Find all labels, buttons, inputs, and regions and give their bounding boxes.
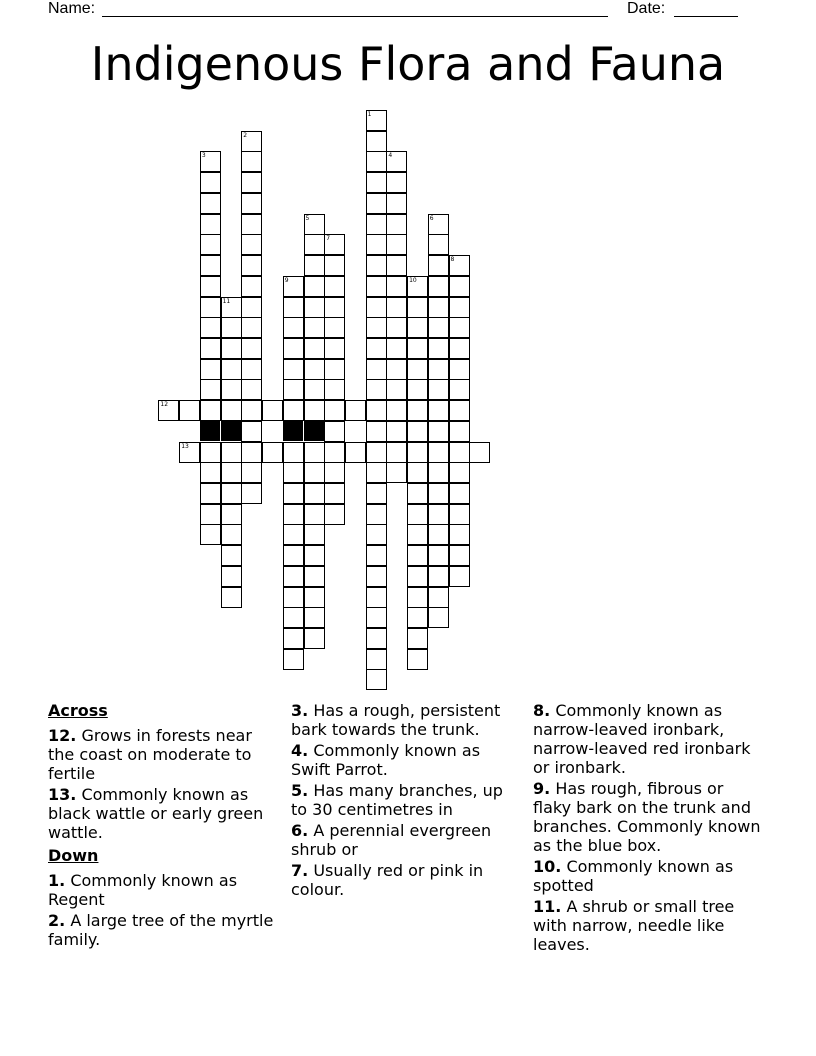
grid-cell[interactable] xyxy=(304,255,325,276)
grid-cell[interactable] xyxy=(428,276,449,297)
grid-cell[interactable] xyxy=(366,317,387,338)
grid-cell[interactable] xyxy=(200,504,221,525)
grid-cell[interactable] xyxy=(241,172,262,193)
grid-cell[interactable] xyxy=(449,483,470,504)
grid-cell[interactable] xyxy=(304,504,325,525)
grid-cell[interactable] xyxy=(407,545,428,566)
grid-cell[interactable] xyxy=(200,214,221,235)
grid-cell[interactable] xyxy=(241,483,262,504)
clue-number-label: 1 xyxy=(367,111,372,118)
clue-number: 3. xyxy=(291,701,309,720)
grid-cell[interactable] xyxy=(200,172,221,193)
grid-cell[interactable] xyxy=(200,338,221,359)
grid-cell[interactable] xyxy=(304,566,325,587)
grid-cell[interactable] xyxy=(366,193,387,214)
grid-cell[interactable] xyxy=(407,628,428,649)
clue-number: 1. xyxy=(48,871,66,890)
grid-cell[interactable] xyxy=(407,524,428,545)
clue-number: 10. xyxy=(533,857,562,876)
grid-cell[interactable] xyxy=(407,317,428,338)
grid-cell[interactable] xyxy=(324,379,345,400)
grid-cell[interactable] xyxy=(200,483,221,504)
clue-down-9 xyxy=(533,779,765,855)
clues-column-1 xyxy=(48,701,280,951)
down-heading: Down xyxy=(48,846,99,865)
grid-cell[interactable] xyxy=(221,317,242,338)
clue-down-3 xyxy=(291,701,523,739)
clue-number-label: 5 xyxy=(305,214,310,222)
grid-cell[interactable] xyxy=(428,545,449,566)
grid-cell[interactable] xyxy=(324,276,345,297)
grid-cell[interactable] xyxy=(200,359,221,380)
grid-cell[interactable] xyxy=(241,338,262,359)
date-label: Date: xyxy=(627,0,666,17)
grid-cell[interactable] xyxy=(449,442,470,463)
grid-cell[interactable] xyxy=(221,587,242,608)
grid-cell[interactable] xyxy=(449,421,470,442)
grid-cell[interactable] xyxy=(366,234,387,255)
clue-text: Has rough, fibrous or flaky bark on the trunk and branches. Commonly known as the blue box. xyxy=(533,779,761,855)
grid-cell[interactable] xyxy=(283,607,304,628)
grid-cell[interactable] xyxy=(428,214,449,235)
black-square xyxy=(304,421,324,441)
grid-cell[interactable] xyxy=(200,151,221,172)
grid-cell[interactable] xyxy=(428,379,449,400)
grid-cell[interactable] xyxy=(221,524,242,545)
grid-cell[interactable] xyxy=(449,317,470,338)
grid-cell[interactable] xyxy=(283,649,304,670)
grid-cell[interactable] xyxy=(366,649,387,670)
grid-cell[interactable] xyxy=(241,442,262,463)
grid-cell[interactable] xyxy=(449,524,470,545)
clue-number: 5. xyxy=(291,781,309,800)
grid-cell[interactable] xyxy=(366,504,387,525)
clue-number-label: 3 xyxy=(201,152,206,160)
grid-cell[interactable] xyxy=(304,400,325,421)
grid-cell[interactable] xyxy=(304,545,325,566)
grid-cell[interactable] xyxy=(366,338,387,359)
grid-cell[interactable] xyxy=(449,379,470,400)
grid-cell[interactable] xyxy=(304,338,325,359)
clue-number: 11. xyxy=(533,897,562,916)
grid-cell[interactable] xyxy=(221,483,242,504)
grid-cell[interactable] xyxy=(386,379,407,400)
grid-cell[interactable] xyxy=(304,297,325,318)
clue-number-label: 11 xyxy=(222,297,231,305)
grid-cell[interactable] xyxy=(345,442,366,463)
grid-cell[interactable] xyxy=(283,442,304,463)
grid-cell[interactable] xyxy=(241,359,262,380)
clue-number: 2. xyxy=(48,911,66,930)
across-heading: Across xyxy=(48,701,108,720)
clue-down-11 xyxy=(533,897,765,954)
grid-cell[interactable] xyxy=(386,193,407,214)
clues-column-3 xyxy=(533,701,765,956)
grid-cell[interactable] xyxy=(283,379,304,400)
grid-cell[interactable] xyxy=(449,400,470,421)
grid-cell[interactable] xyxy=(366,545,387,566)
grid-cell[interactable] xyxy=(449,359,470,380)
grid-cell[interactable] xyxy=(221,566,242,587)
black-square xyxy=(200,421,220,441)
clue-text: Usually red or pink in colour. xyxy=(291,861,484,899)
grid-cell[interactable] xyxy=(428,338,449,359)
grid-cell[interactable] xyxy=(407,587,428,608)
clue-text: Commonly known as Swift Parrot. xyxy=(291,741,481,779)
grid-cell[interactable] xyxy=(449,338,470,359)
grid-cell[interactable] xyxy=(304,317,325,338)
grid-cell[interactable] xyxy=(386,234,407,255)
grid-cell[interactable] xyxy=(241,421,262,442)
black-square xyxy=(221,421,241,441)
grid-cell[interactable] xyxy=(386,276,407,297)
grid-cell[interactable] xyxy=(324,255,345,276)
grid-cell[interactable] xyxy=(407,379,428,400)
grid-cell[interactable] xyxy=(324,338,345,359)
grid-cell[interactable] xyxy=(428,504,449,525)
grid-cell[interactable] xyxy=(428,524,449,545)
clue-number: 4. xyxy=(291,741,309,760)
clue-number: 7. xyxy=(291,861,309,880)
grid-cell[interactable] xyxy=(386,151,407,172)
clue-number: 8. xyxy=(533,701,551,720)
grid-cell[interactable] xyxy=(407,297,428,318)
grid-cell[interactable] xyxy=(449,462,470,483)
grid-cell[interactable] xyxy=(366,607,387,628)
grid-cell[interactable] xyxy=(366,462,387,483)
grid-cell[interactable] xyxy=(449,276,470,297)
grid-cell[interactable] xyxy=(221,400,242,421)
grid-cell[interactable] xyxy=(179,442,200,463)
grid-cell[interactable] xyxy=(262,400,283,421)
grid-cell[interactable] xyxy=(407,483,428,504)
grid-cell[interactable] xyxy=(386,400,407,421)
grid-cell[interactable] xyxy=(449,255,470,276)
grid-cell[interactable] xyxy=(324,234,345,255)
grid-cell[interactable] xyxy=(200,234,221,255)
grid-cell[interactable] xyxy=(221,359,242,380)
grid-cell[interactable] xyxy=(283,587,304,608)
grid-cell[interactable] xyxy=(386,338,407,359)
grid-cell[interactable] xyxy=(241,276,262,297)
grid-cell[interactable] xyxy=(366,587,387,608)
grid-cell[interactable] xyxy=(366,359,387,380)
clue-text: Has many branches, up to 30 centimetres in xyxy=(291,781,503,819)
grid-cell[interactable] xyxy=(200,524,221,545)
clue-number: 6. xyxy=(291,821,309,840)
grid-cell[interactable] xyxy=(241,462,262,483)
grid-cell[interactable] xyxy=(407,338,428,359)
grid-cell[interactable] xyxy=(407,421,428,442)
grid-cell[interactable] xyxy=(200,379,221,400)
grid-cell[interactable] xyxy=(407,462,428,483)
black-square xyxy=(283,421,303,441)
clues-column-2 xyxy=(291,701,523,901)
grid-cell[interactable] xyxy=(304,276,325,297)
grid-cell[interactable] xyxy=(366,151,387,172)
grid-cell[interactable] xyxy=(366,110,387,131)
grid-cell[interactable] xyxy=(324,483,345,504)
grid-cell[interactable] xyxy=(304,442,325,463)
grid-cell[interactable] xyxy=(283,462,304,483)
clue-text: Grows in forests near the coast on moderate to fertile xyxy=(48,726,252,783)
grid-cell[interactable] xyxy=(366,297,387,318)
clue-number-label: 4 xyxy=(388,152,393,160)
grid-cell[interactable] xyxy=(386,421,407,442)
clue-number: 9. xyxy=(533,779,551,798)
clue-down-8 xyxy=(533,701,765,777)
grid-cell[interactable] xyxy=(200,255,221,276)
clue-number-label: 12 xyxy=(160,401,169,409)
grid-cell[interactable] xyxy=(366,421,387,442)
grid-cell[interactable] xyxy=(304,379,325,400)
grid-cell[interactable] xyxy=(324,359,345,380)
grid-cell[interactable] xyxy=(283,359,304,380)
grid-cell[interactable] xyxy=(324,504,345,525)
grid-cell[interactable] xyxy=(449,545,470,566)
grid-cell[interactable] xyxy=(200,462,221,483)
clue-down-1 xyxy=(48,871,280,909)
clue-text: A perennial evergreen shrub or xyxy=(291,821,492,859)
grid-cell[interactable] xyxy=(304,359,325,380)
grid-cell[interactable] xyxy=(200,317,221,338)
grid-cell[interactable] xyxy=(407,504,428,525)
grid-cell[interactable] xyxy=(241,297,262,318)
clue-down-6 xyxy=(291,821,523,859)
grid-cell[interactable] xyxy=(366,524,387,545)
grid-cell[interactable] xyxy=(221,442,242,463)
grid-cell[interactable] xyxy=(366,400,387,421)
clue-text: Commonly known as Regent xyxy=(48,871,238,909)
grid-cell[interactable] xyxy=(366,442,387,463)
grid-cell[interactable] xyxy=(386,255,407,276)
clue-number-label: 2 xyxy=(243,131,248,139)
grid-cell[interactable] xyxy=(241,214,262,235)
grid-cell[interactable] xyxy=(200,276,221,297)
grid-cell[interactable] xyxy=(304,234,325,255)
clue-text: A large tree of the myrtle family. xyxy=(48,911,274,949)
grid-cell[interactable] xyxy=(366,669,387,690)
grid-cell[interactable] xyxy=(304,214,325,235)
clue-text: A shrub or small tree with narrow, needle like leaves. xyxy=(533,897,735,954)
clue-down-10 xyxy=(533,857,765,895)
grid-cell[interactable] xyxy=(428,421,449,442)
grid-cell[interactable] xyxy=(200,442,221,463)
grid-cell[interactable] xyxy=(386,442,407,463)
grid-cell[interactable] xyxy=(241,193,262,214)
grid-cell[interactable] xyxy=(283,317,304,338)
grid-cell[interactable] xyxy=(407,442,428,463)
grid-cell[interactable] xyxy=(200,400,221,421)
grid-cell[interactable] xyxy=(221,338,242,359)
grid-cell[interactable] xyxy=(428,587,449,608)
grid-cell[interactable] xyxy=(428,566,449,587)
grid-cell[interactable] xyxy=(283,504,304,525)
clue-down-4 xyxy=(291,741,523,779)
grid-cell[interactable] xyxy=(428,462,449,483)
clue-across-13 xyxy=(48,785,280,842)
clue-number: 13. xyxy=(48,785,77,804)
grid-cell[interactable] xyxy=(262,442,283,463)
grid-cell[interactable] xyxy=(366,483,387,504)
clue-number-label: 8 xyxy=(450,256,455,263)
grid-cell[interactable] xyxy=(428,442,449,463)
grid-cell[interactable] xyxy=(283,566,304,587)
name-label: Name: xyxy=(48,0,96,17)
grid-cell[interactable] xyxy=(366,214,387,235)
grid-cell[interactable] xyxy=(304,607,325,628)
grid-cell[interactable] xyxy=(428,400,449,421)
grid-cell[interactable] xyxy=(283,483,304,504)
puzzle-title: Indigenous Flora and Fauna xyxy=(90,37,726,91)
grid-cell[interactable] xyxy=(324,400,345,421)
grid-cell[interactable] xyxy=(345,400,366,421)
grid-cell[interactable] xyxy=(428,483,449,504)
grid-cell[interactable] xyxy=(241,151,262,172)
grid-cell[interactable] xyxy=(366,255,387,276)
grid-cell[interactable] xyxy=(407,607,428,628)
grid-cell[interactable] xyxy=(449,566,470,587)
grid-cell[interactable] xyxy=(179,400,200,421)
grid-cell[interactable] xyxy=(241,131,262,152)
grid-cell[interactable] xyxy=(283,297,304,318)
grid-cell[interactable] xyxy=(200,193,221,214)
clue-number-label: 7 xyxy=(326,235,331,243)
grid-cell[interactable] xyxy=(241,255,262,276)
grid-cell[interactable] xyxy=(366,276,387,297)
grid-cell[interactable] xyxy=(386,317,407,338)
grid-cell[interactable] xyxy=(428,234,449,255)
grid-cell[interactable] xyxy=(428,255,449,276)
grid-cell[interactable] xyxy=(221,379,242,400)
grid-cell[interactable] xyxy=(449,297,470,318)
grid-cell[interactable] xyxy=(324,297,345,318)
grid-cell[interactable] xyxy=(241,400,262,421)
clue-text: Commonly known as black wattle or early green wattle. xyxy=(48,785,264,842)
grid-cell[interactable] xyxy=(241,234,262,255)
grid-cell[interactable] xyxy=(407,649,428,670)
clue-number-label: 9 xyxy=(284,276,289,284)
grid-cell[interactable] xyxy=(304,524,325,545)
clue-number-label: 13 xyxy=(181,442,189,450)
grid-cell[interactable] xyxy=(324,442,345,463)
grid-cell[interactable] xyxy=(200,297,221,318)
clue-text: Has a rough, persistent bark towards the trunk. xyxy=(291,701,501,739)
grid-cell[interactable] xyxy=(428,359,449,380)
grid-cell[interactable] xyxy=(241,317,262,338)
grid-cell[interactable] xyxy=(366,131,387,152)
clue-down-2 xyxy=(48,911,280,949)
grid-cell[interactable] xyxy=(283,524,304,545)
grid-cell[interactable] xyxy=(283,276,304,297)
grid-cell[interactable] xyxy=(304,462,325,483)
clue-number-label: 10 xyxy=(409,276,417,284)
clue-text: Commonly known as spotted xyxy=(533,857,734,895)
grid-cell[interactable] xyxy=(241,379,262,400)
grid-cell[interactable] xyxy=(407,400,428,421)
clue-number: 12. xyxy=(48,726,77,745)
grid-cell[interactable] xyxy=(366,566,387,587)
grid-cell[interactable] xyxy=(304,628,325,649)
grid-cell[interactable] xyxy=(366,628,387,649)
grid-cell[interactable] xyxy=(407,359,428,380)
grid-cell[interactable] xyxy=(366,379,387,400)
grid-cell[interactable] xyxy=(324,462,345,483)
grid-cell[interactable] xyxy=(449,504,470,525)
grid-cell[interactable] xyxy=(386,214,407,235)
grid-cell[interactable] xyxy=(407,276,428,297)
grid-cell[interactable] xyxy=(386,359,407,380)
grid-cell[interactable] xyxy=(469,442,490,463)
grid-cell[interactable] xyxy=(221,462,242,483)
clue-text: Commonly known as narrow-leaved ironbark, narrow-leaved red ironbark or ironbark. xyxy=(533,701,751,777)
clue-across-12 xyxy=(48,726,280,783)
grid-cell[interactable] xyxy=(304,483,325,504)
grid-cell[interactable] xyxy=(221,545,242,566)
grid-cell[interactable] xyxy=(283,628,304,649)
grid-cell[interactable] xyxy=(324,421,345,442)
clue-down-5 xyxy=(291,781,523,819)
grid-cell[interactable] xyxy=(386,172,407,193)
grid-cell[interactable] xyxy=(158,400,179,421)
grid-cell[interactable] xyxy=(283,545,304,566)
grid-cell[interactable] xyxy=(366,172,387,193)
grid-cell[interactable] xyxy=(428,317,449,338)
grid-cell[interactable] xyxy=(304,587,325,608)
grid-cell[interactable] xyxy=(221,297,242,318)
grid-cell[interactable] xyxy=(428,607,449,628)
grid-cell[interactable] xyxy=(221,504,242,525)
clue-number-label: 6 xyxy=(429,214,434,222)
clue-down-7 xyxy=(291,861,523,899)
grid-cell[interactable] xyxy=(324,317,345,338)
grid-cell[interactable] xyxy=(386,462,407,483)
grid-cell[interactable] xyxy=(407,566,428,587)
grid-cell[interactable] xyxy=(283,338,304,359)
grid-cell[interactable] xyxy=(386,297,407,318)
grid-cell[interactable] xyxy=(428,297,449,318)
grid-cell[interactable] xyxy=(283,400,304,421)
